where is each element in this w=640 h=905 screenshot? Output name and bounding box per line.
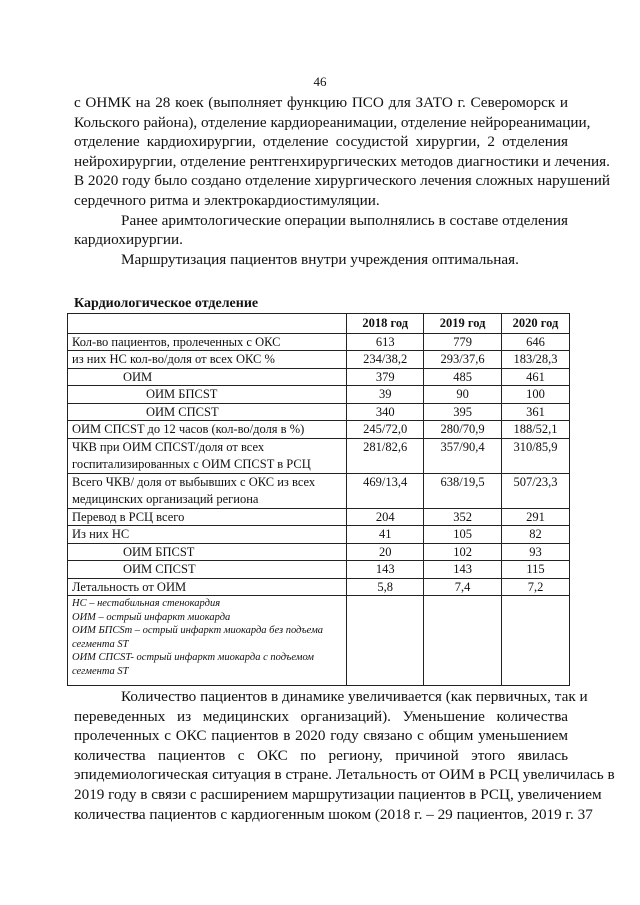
text-line: эпидемиологическая ситуация в стране. Летальность от ОИМ в РСЦ увеличилась в: [74, 766, 615, 784]
table-title: Кардиологическое отделение: [74, 296, 259, 311]
cell-2019: 7,4: [424, 578, 502, 596]
cell-2018: 234/38,2: [347, 351, 424, 369]
paragraph-analysis: [74, 687, 615, 824]
table-row: [68, 351, 570, 369]
cell-2019: 779: [424, 333, 502, 351]
cell-2020: 646: [502, 333, 570, 351]
cell-2018: 20: [347, 543, 424, 561]
cell-2019: 395: [424, 403, 502, 421]
cardiology-table: [67, 313, 570, 686]
table-row: [68, 333, 570, 351]
text-line: Количество пациентов в динамике увеличивается (как первичных, так и: [121, 688, 588, 705]
footnote: НС – нестабильная стенокардия: [72, 598, 221, 609]
table-row: [68, 368, 570, 386]
cell-2018: 143: [347, 561, 424, 579]
text-line: переведенных из медицинских организаций). Уменьшение количества: [74, 707, 568, 725]
row-label: Из них НС: [68, 526, 347, 544]
text-line: Ранее аримтологические операции выполнялись в составе отделения: [121, 211, 568, 229]
text-line: сердечного ритма и электрокардиостимуляции.: [74, 191, 380, 209]
table-header-row: [68, 314, 570, 334]
cell-2020: 361: [502, 403, 570, 421]
cell-2019: 352: [424, 508, 502, 526]
header-cell: [68, 314, 347, 334]
header-cell: 2018 год: [347, 314, 424, 334]
table-row: [68, 473, 570, 508]
table-row: [68, 578, 570, 596]
cell-2020: 7,2: [502, 578, 570, 596]
table-row: [68, 403, 570, 421]
text-line: 2019 году в связи с расширением маршрутизации пациентов в РСЦ, увеличением: [74, 785, 602, 803]
text-line: пролеченных с ОКС пациентов в 2020 году связано с общим уменьшением: [74, 727, 568, 745]
cell-2020: 100: [502, 386, 570, 404]
text-line: Кольского района), отделение кардиореанимации, отделение нейрореанимации,: [74, 113, 591, 131]
cell-2019: 485: [424, 368, 502, 386]
text-line: количества пациентов с кардиогенным шоком (2018 г. – 29 пациентов, 2019 г. 37: [74, 805, 593, 823]
cell-2020: 82: [502, 526, 570, 544]
header-cell: 2020 год: [502, 314, 570, 334]
cell-2018: 204: [347, 508, 424, 526]
page-number: 46: [313, 74, 327, 89]
cell-2020: 461: [502, 368, 570, 386]
cell-2020: 188/52,1: [502, 421, 570, 439]
row-label: Летальность от ОИМ: [68, 578, 347, 596]
row-label: ОИМ СПCST: [68, 403, 347, 421]
row-label: ОИМ: [68, 368, 347, 386]
cell-2019: 90: [424, 386, 502, 404]
cell-2018: 379: [347, 368, 424, 386]
cell-2018: 340: [347, 403, 424, 421]
cell-2018: 281/82,6: [347, 438, 424, 473]
cell-2020: 115: [502, 561, 570, 579]
footnote: ОИМ БПCSт – острый инфаркт миокарда без подъема сегмента ST: [72, 625, 324, 650]
table-row: [68, 438, 570, 473]
table-row: [68, 526, 570, 544]
table-footnotes: [68, 596, 347, 686]
row-label: Кол-во пациентов, пролеченных с ОКС: [68, 333, 347, 351]
text-line: с ОНМК на 28 коек (выполняет функцию ПСО для ЗАТО г. Североморск и: [74, 94, 568, 111]
text-line: нейрохирургии, отделение рентгенхирургических методов диагностики и лечения.: [74, 152, 610, 170]
cell-2020: 310/85,9: [502, 438, 570, 473]
header-cell: 2019 год: [424, 314, 502, 334]
table-row: [68, 421, 570, 439]
empty-cell: [347, 596, 424, 686]
cell-2018: 39: [347, 386, 424, 404]
text-line: количества пациентов с ОКС по региону, причиной этого явилась: [74, 746, 568, 764]
table-row: [68, 561, 570, 579]
cell-2018: 5,8: [347, 578, 424, 596]
cell-2020: 183/28,3: [502, 351, 570, 369]
cell-2020: 93: [502, 543, 570, 561]
cell-2018: 469/13,4: [347, 473, 424, 508]
row-label: ОИМ БПCST: [68, 386, 347, 404]
cell-2018: 245/72,0: [347, 421, 424, 439]
text-line: В 2020 году было создано отделение хирургического лечения сложных нарушений: [74, 172, 610, 190]
table-row: [68, 508, 570, 526]
cell-2019: 102: [424, 543, 502, 561]
cell-2020: 507/23,3: [502, 473, 570, 508]
empty-cell: [424, 596, 502, 686]
text-line: Маршрутизация пациентов внутри учреждения оптимальная.: [121, 250, 519, 268]
paragraph-departments: [74, 93, 610, 269]
cell-2019: 143: [424, 561, 502, 579]
cell-2018: 41: [347, 526, 424, 544]
row-label: из них НС кол-во/доля от всех ОКС %: [68, 351, 347, 369]
row-label: ОИМ СПCST до 12 часов (кол-во/доля в %): [68, 421, 347, 439]
cell-2020: 291: [502, 508, 570, 526]
text-line: кардиохирургии.: [74, 231, 183, 249]
text-line: отделение кардиохирургии, отделение сосудистой хирургии, 2 отделения: [74, 133, 568, 151]
row-label: Всего ЧКВ/ доля от выбывших с ОКС из всех медицинских организаций региона: [68, 473, 347, 508]
table-notes-row: [68, 596, 570, 686]
footnote: ОИМ – острый инфаркт миокарда: [72, 611, 231, 623]
footnote: ОИМ СПCST- острый инфаркт миокарда с подъемом сегмента ST: [72, 652, 315, 677]
cell-2018: 613: [347, 333, 424, 351]
cell-2019: 293/37,6: [424, 351, 502, 369]
table-row: [68, 543, 570, 561]
row-label: ОИМ СПCST: [68, 561, 347, 579]
cell-2019: 638/19,5: [424, 473, 502, 508]
row-label: ЧКВ при ОИМ СПСST/доля от всех госпитализированных с ОИМ СПCST в РСЦ: [68, 438, 347, 473]
table-row: [68, 386, 570, 404]
cell-2019: 357/90,4: [424, 438, 502, 473]
row-label: ОИМ БПCST: [68, 543, 347, 561]
cell-2019: 105: [424, 526, 502, 544]
row-label: Перевод в РСЦ всего: [68, 508, 347, 526]
cell-2019: 280/70,9: [424, 421, 502, 439]
empty-cell: [502, 596, 570, 686]
